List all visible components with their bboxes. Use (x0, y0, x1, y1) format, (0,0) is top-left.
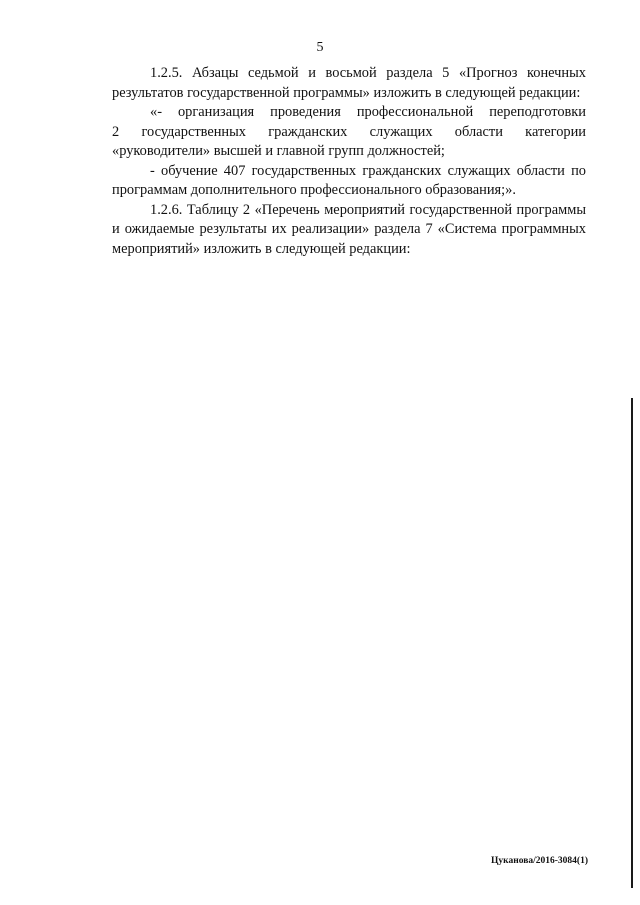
paragraph-1-2-6: 1.2.6. Таблицу 2 «Перечень мероприятий государственной программы и ожидаемые результаты их реализации» раздела 7 «Система программных мероприятий» изложить в следующей редакции: (112, 201, 586, 257)
document-body (112, 64, 586, 259)
paragraph-quote-retraining-line-2: 2 государственных гражданских служащих области категории (112, 123, 586, 140)
paragraph-quote-retraining (112, 103, 586, 162)
document-footer-code: Цуканова/2016-3084(1) (491, 856, 588, 866)
paragraph-quote-retraining-line-1: «- организация проведения профессиональной переподготовки (150, 104, 586, 120)
scan-edge-line (631, 398, 633, 888)
paragraph-quote-retraining-line-3: «руководители» высшей и главной групп должностей; (112, 143, 445, 159)
page-number: 5 (316, 40, 324, 55)
paragraph-1-2-5: 1.2.5. Абзацы седьмой и восьмой раздела 5 «Прогноз конечных результатов государственной программы» изложить в следующей редакции: (112, 65, 586, 101)
paragraph-training-407: - обучение 407 государственных гражданских служащих области по программам дополнительного профессионального образования;». (112, 162, 586, 198)
